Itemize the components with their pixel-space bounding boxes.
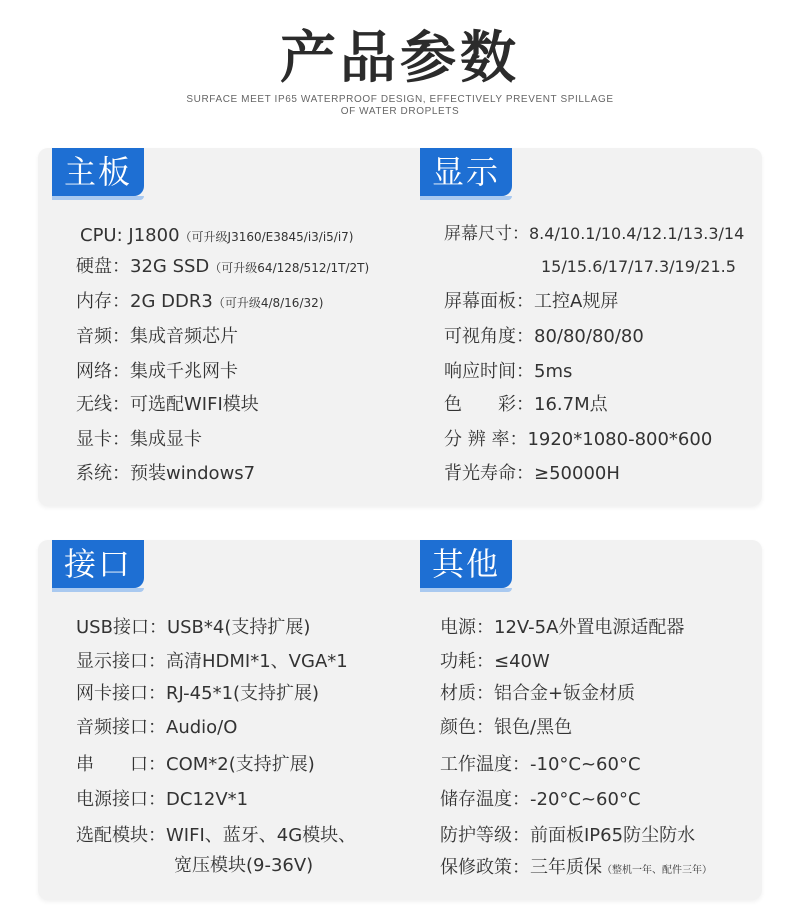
spec-label: 背光寿命： [444, 463, 534, 484]
interface-row-power [76, 788, 248, 812]
interface-row-modules-cont [174, 854, 313, 878]
spec-value: 8.4/10.1/10.4/12.1/13.3/14 [529, 224, 745, 243]
other-row-material [440, 682, 635, 706]
interface-row-modules [76, 824, 356, 848]
spec-value: 16.7M点 [534, 394, 608, 415]
spec-value: 高清HDMI*1、VGA*1 [166, 651, 348, 672]
spec-label: 响应时间： [444, 361, 534, 382]
display-row-size [444, 222, 744, 246]
mainboard-tag: 主板 [52, 148, 144, 196]
display-tag: 显示 [420, 148, 512, 196]
display-row-panel [444, 290, 618, 314]
spec-label: 可视角度： [444, 326, 534, 347]
spec-value: 三年质保 [530, 857, 602, 878]
mainboard-row-graphics [76, 428, 202, 452]
spec-label: 屏幕面板： [444, 291, 534, 312]
mainboard-row-network [76, 360, 238, 384]
spec-label: 电源接口： [76, 789, 166, 810]
spec-label: 材质： [440, 683, 494, 704]
spec-note: （整机一年、配件三年） [602, 865, 712, 876]
spec-label: 电源： [440, 617, 494, 638]
spec-label: 音频接口： [76, 717, 166, 738]
spec-label: USB接口： [76, 617, 167, 638]
spec-value: 12V-5A外置电源适配器 [494, 617, 685, 638]
spec-value: ≤40W [494, 651, 550, 672]
spec-note: （可升级64/128/512/1T/2T) [209, 261, 370, 275]
interface-row-serial [76, 753, 315, 777]
interface-tag: 接口 [52, 540, 144, 588]
spec-value: 宽压模块(9-36V) [174, 855, 314, 876]
spec-value: RJ-45*1(支持扩展) [166, 683, 320, 704]
spec-label: 内存： [76, 291, 130, 312]
other-row-consumption [440, 650, 550, 674]
display-row-resolution [444, 428, 712, 452]
spec-note: （可升级4/8/16/32) [212, 296, 324, 310]
subtitle-line1: SURFACE MEET IP65 WATERPROOF DESIGN, EFFECTIVELY PREVENT SPILLAGE [186, 94, 614, 105]
spec-value: 2G DDR3 [130, 291, 213, 312]
spec-label: 选配模块： [76, 825, 166, 846]
spec-label: 颜色： [440, 717, 494, 738]
spec-value: 15/15.6/17/17.3/19/21.5 [541, 257, 736, 276]
other-row-power [440, 616, 684, 640]
spec-label: CPU: [80, 225, 123, 246]
spec-value: 80/80/80/80 [534, 326, 644, 347]
spec-value: COM*2(支持扩展) [166, 754, 315, 775]
subtitle-line2: OF WATER DROPLETS [340, 106, 460, 117]
spec-value: ≥50000H [534, 463, 620, 484]
mainboard-row-system [76, 462, 255, 486]
spec-label: 工作温度： [440, 754, 530, 775]
spec-value: 集成音频芯片 [130, 326, 238, 347]
display-row-size-cont [541, 255, 736, 279]
spec-value: J1800 [128, 225, 180, 246]
spec-label: 串 口： [76, 754, 166, 775]
mainboard-row-memory [76, 290, 323, 315]
mainboard-row-audio [76, 325, 238, 349]
other-row-work-temp [440, 753, 641, 777]
interface-row-usb [76, 616, 310, 640]
spec-label: 系统： [76, 463, 130, 484]
other-row-storage-temp [440, 788, 641, 812]
spec-label: 保修政策： [440, 857, 530, 878]
mainboard-row-wireless [76, 393, 259, 417]
spec-note: （可升级J3160/E3845/i3/i5/i7) [179, 230, 354, 244]
display-row-color [444, 393, 608, 417]
spec-value: 铝合金+钣金材质 [494, 683, 636, 704]
display-row-angle [444, 325, 644, 349]
spec-label: 储存温度： [440, 789, 530, 810]
spec-label: 防护等级： [440, 825, 530, 846]
spec-value: 前面板IP65防尘防水 [530, 825, 696, 846]
spec-value: 5ms [534, 361, 573, 382]
spec-label: 分 辨 率： [444, 429, 528, 450]
spec-value: 32G SSD [130, 256, 210, 277]
spec-value: 工控A规屏 [534, 291, 619, 312]
spec-value: 银色/黑色 [494, 717, 573, 738]
spec-value: -10°C~60°C [530, 754, 641, 775]
spec-value: -20°C~60°C [530, 789, 641, 810]
spec-label: 网络： [76, 361, 130, 382]
mainboard-row-cpu [80, 224, 354, 249]
spec-label: 显示接口： [76, 651, 166, 672]
display-row-response [444, 360, 572, 384]
spec-label: 功耗： [440, 651, 494, 672]
spec-value: USB*4(支持扩展) [166, 617, 311, 638]
spec-label: 硬盘： [76, 256, 130, 277]
spec-value: Audio/O [166, 717, 238, 738]
page-title: 产品参数 [280, 26, 520, 91]
spec-label: 色 彩： [444, 394, 534, 415]
spec-label: 网卡接口： [76, 683, 166, 704]
spec-value: WIFI、蓝牙、4G模块、 [166, 825, 357, 846]
spec-label: 屏幕尺寸： [444, 224, 529, 244]
display-row-backlight [444, 462, 620, 486]
spec-value: 预装windows7 [130, 463, 256, 484]
spec-label: 无线： [76, 394, 130, 415]
other-tag: 其他 [420, 540, 512, 588]
spec-value: 1920*1080-800*600 [527, 429, 713, 450]
spec-value: 集成千兆网卡 [130, 361, 238, 382]
interface-row-lan [76, 682, 319, 706]
interface-row-audio [76, 716, 237, 740]
spec-label: 音频： [76, 326, 130, 347]
interface-row-display [76, 650, 348, 674]
other-row-color [440, 716, 572, 740]
other-row-warranty [440, 856, 712, 883]
spec-value: 可选配WIFI模块 [130, 394, 259, 415]
spec-label: 显卡： [76, 429, 130, 450]
mainboard-row-disk [76, 255, 369, 280]
spec-value: DC12V*1 [166, 789, 249, 810]
spec-value: 集成显卡 [130, 429, 202, 450]
other-row-protection [440, 824, 695, 848]
